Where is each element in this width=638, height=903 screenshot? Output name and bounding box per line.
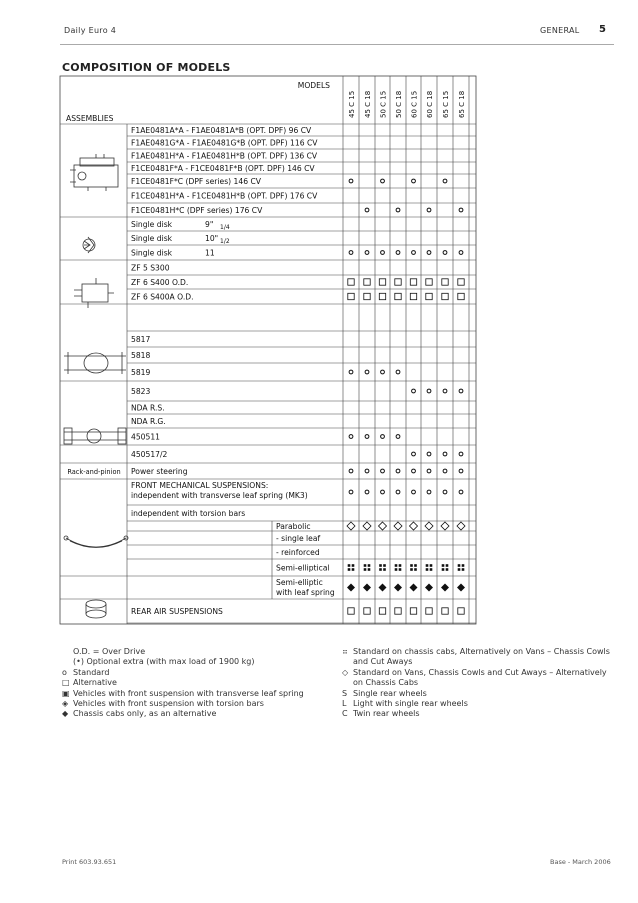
cell-symbol bbox=[412, 251, 416, 255]
cell-symbol bbox=[443, 469, 447, 473]
cell-symbol bbox=[383, 568, 386, 571]
cell-symbol bbox=[459, 251, 463, 255]
row-label: ZF 5 S300 bbox=[131, 263, 170, 273]
cell-symbol bbox=[459, 389, 463, 393]
legend-text: Light with single rear wheels bbox=[353, 699, 468, 709]
cell-symbol bbox=[410, 279, 416, 285]
row-label: Semi-elliptical bbox=[276, 563, 330, 573]
column-header-1: 45 C 18 bbox=[364, 90, 372, 118]
cell-symbol bbox=[347, 584, 355, 592]
cell-symbol bbox=[348, 568, 351, 571]
cell-symbol bbox=[399, 568, 402, 571]
cell-symbol bbox=[412, 452, 416, 456]
legend-symbol bbox=[342, 678, 353, 688]
cell-symbol bbox=[349, 179, 353, 183]
cell-symbol bbox=[442, 608, 448, 614]
legend-symbol: ◈ bbox=[62, 699, 69, 709]
legend-symbol: ◇ bbox=[342, 667, 349, 677]
row-label: F1CE0481F*C (DPF series) 146 CV bbox=[131, 177, 261, 186]
row-label: F1CE0481H*A - F1CE0481H*B (OPT. DPF) 176 CV bbox=[131, 191, 318, 201]
legend-right bbox=[342, 647, 612, 720]
row-label: Single disk bbox=[131, 234, 173, 243]
row-label: F1AE0481H*A - F1AE0481H*B (OPT. DPF) 136 CV bbox=[131, 151, 318, 161]
cell-symbol bbox=[348, 564, 351, 567]
footer-print-number: Print 603.93.651 bbox=[62, 858, 117, 866]
cell-symbol bbox=[459, 452, 463, 456]
legend-symbol: S bbox=[342, 688, 348, 698]
cell-symbol bbox=[443, 389, 447, 393]
legend-text: Standard bbox=[73, 667, 110, 677]
row-label-line2: with leaf spring bbox=[276, 588, 335, 597]
front-axle-icon bbox=[64, 428, 126, 444]
column-header-2: 50 C 15 bbox=[379, 90, 388, 118]
row-label: 5817 bbox=[131, 335, 151, 344]
legend-right-item bbox=[342, 678, 612, 688]
row-label: NDA R.G. bbox=[131, 417, 166, 426]
cell-symbol bbox=[442, 293, 448, 299]
cell-symbol bbox=[427, 251, 431, 255]
cell-symbol bbox=[446, 568, 449, 571]
cell-symbol bbox=[395, 279, 401, 285]
cell-symbol bbox=[352, 564, 355, 567]
cell-symbol bbox=[414, 568, 417, 571]
cell-symbol bbox=[410, 522, 418, 530]
row-label: REAR AIR SUSPENSIONS bbox=[131, 607, 223, 616]
cell-symbol bbox=[379, 293, 385, 299]
cell-symbol bbox=[368, 568, 371, 571]
models-label: MODELS bbox=[297, 81, 330, 90]
cell-symbol bbox=[364, 293, 370, 299]
cell-symbol bbox=[430, 568, 433, 571]
cell-symbol bbox=[457, 584, 465, 592]
cell-symbol bbox=[426, 568, 429, 571]
row-label: F1CE0481F*A - F1CE0481F*B (OPT. DPF) 146 CV bbox=[131, 164, 315, 173]
header-manual-title: Daily Euro 4 bbox=[64, 26, 117, 35]
cell-symbol bbox=[410, 584, 418, 592]
cell-symbol bbox=[379, 568, 382, 571]
row-label: 5818 bbox=[131, 351, 151, 360]
cell-symbol bbox=[348, 279, 354, 285]
cell-symbol bbox=[364, 564, 367, 567]
legend-left-item bbox=[62, 689, 342, 699]
legend-symbol bbox=[342, 657, 353, 667]
assembly-group-label: Rack-and-pinion bbox=[67, 468, 121, 476]
cell-symbol bbox=[458, 564, 461, 567]
disk-size-fraction: 1/2 bbox=[220, 238, 230, 245]
row-label: 450517/2 bbox=[131, 450, 168, 459]
legend-right-item bbox=[342, 657, 612, 667]
leaf-spring-icon bbox=[64, 536, 128, 548]
cell-symbol bbox=[427, 389, 431, 393]
cell-symbol bbox=[381, 370, 385, 374]
cell-symbol bbox=[412, 179, 416, 183]
disk-size-fraction: 1/4 bbox=[220, 224, 230, 231]
cell-symbol bbox=[443, 490, 447, 494]
cell-symbol bbox=[381, 179, 385, 183]
legend-symbol bbox=[62, 657, 73, 667]
cell-symbol bbox=[459, 469, 463, 473]
cell-symbol bbox=[365, 370, 369, 374]
row-label: Power steering bbox=[131, 467, 188, 476]
cell-symbol bbox=[352, 568, 355, 571]
cell-symbol bbox=[395, 293, 401, 299]
cell-symbol bbox=[459, 208, 463, 212]
cell-symbol bbox=[426, 279, 432, 285]
row-label: FRONT MECHANICAL SUSPENSIONS: bbox=[131, 481, 269, 490]
legend-text: Twin rear wheels bbox=[353, 709, 420, 719]
rear-axle-icon bbox=[64, 352, 126, 374]
cell-symbol bbox=[396, 251, 400, 255]
legend-symbol: C bbox=[342, 709, 348, 719]
cell-symbol bbox=[426, 608, 432, 614]
disk-size: 11 bbox=[205, 248, 215, 258]
cell-symbol bbox=[347, 522, 355, 530]
cell-symbol bbox=[458, 279, 464, 285]
cell-symbol bbox=[412, 469, 416, 473]
legend-left-item bbox=[62, 668, 342, 678]
cell-symbol bbox=[379, 608, 385, 614]
legend-right-item bbox=[342, 647, 612, 657]
legend-text: Standard on chassis cabs, Alternatively on Vans – Chassis Cowls bbox=[353, 647, 610, 656]
cell-symbol bbox=[381, 469, 385, 473]
row-label: F1AE0481A*A - F1AE0481A*B (OPT. DPF) 96 CV bbox=[131, 126, 312, 135]
cell-symbol bbox=[458, 608, 464, 614]
cell-symbol bbox=[443, 452, 447, 456]
cell-symbol bbox=[425, 522, 433, 530]
legend-right-item bbox=[342, 709, 612, 719]
cell-symbol bbox=[365, 251, 369, 255]
row-label: ZF 6 S400 O.D. bbox=[131, 278, 189, 287]
column-header-0: 45 C 15 bbox=[348, 90, 356, 118]
legend-text: on Chassis Cabs bbox=[353, 678, 419, 688]
cell-symbol bbox=[442, 279, 448, 285]
row-label: F1AE0481G*A - F1AE0481G*B (OPT. DPF) 116 CV bbox=[131, 138, 318, 148]
cell-symbol bbox=[365, 490, 369, 494]
cell-symbol bbox=[458, 568, 461, 571]
cell-symbol bbox=[426, 293, 432, 299]
cell-symbol bbox=[399, 564, 402, 567]
cell-symbol bbox=[427, 452, 431, 456]
cell-symbol bbox=[412, 389, 416, 393]
cell-symbol bbox=[458, 293, 464, 299]
legend-right-item bbox=[342, 699, 612, 709]
cell-symbol bbox=[383, 564, 386, 567]
legend-text: Alternative bbox=[73, 678, 117, 688]
legend-symbol: □ bbox=[62, 678, 70, 688]
air-spring-icon bbox=[86, 600, 106, 618]
legend-symbol: ⠶ bbox=[342, 647, 348, 656]
legend-left-item bbox=[62, 647, 342, 657]
cell-symbol bbox=[412, 490, 416, 494]
row-label: Single disk bbox=[131, 248, 173, 258]
column-header-6: 65 C 15 bbox=[442, 90, 450, 118]
legend-right-item bbox=[342, 689, 612, 699]
legend-text: Standard on Vans, Chassis Cowls and Cut Aways – Alternatively bbox=[353, 667, 607, 677]
cell-symbol bbox=[443, 251, 447, 255]
cell-symbol bbox=[441, 584, 449, 592]
page-number: 5 bbox=[599, 24, 606, 35]
cell-symbol bbox=[410, 564, 413, 567]
cell-symbol bbox=[381, 435, 385, 439]
legend-right-item bbox=[342, 668, 612, 678]
cell-symbol bbox=[364, 608, 370, 614]
cell-symbol bbox=[379, 584, 387, 592]
legend-text: and Cut Aways bbox=[353, 657, 413, 667]
legend-left bbox=[62, 647, 342, 720]
cell-symbol bbox=[348, 608, 354, 614]
cell-symbol bbox=[396, 469, 400, 473]
cell-symbol bbox=[348, 293, 354, 299]
row-label: 5819 bbox=[131, 368, 151, 377]
cell-symbol bbox=[425, 584, 433, 592]
legend-left-item bbox=[62, 657, 342, 667]
column-header-7: 65 C 18 bbox=[458, 90, 466, 118]
legend-text: O.D. = Over Drive bbox=[73, 647, 146, 656]
cell-symbol bbox=[379, 522, 387, 530]
cell-symbol bbox=[462, 564, 465, 567]
cell-symbol bbox=[365, 208, 369, 212]
cell-symbol bbox=[379, 564, 382, 567]
cell-symbol bbox=[381, 251, 385, 255]
disk-size: 9" bbox=[205, 220, 214, 229]
legend-text: (•) Optional extra (with max load of 1900 kg) bbox=[73, 657, 255, 667]
cell-symbol bbox=[443, 179, 447, 183]
cell-symbol bbox=[381, 490, 385, 494]
cell-symbol bbox=[462, 568, 465, 571]
column-header-4: 60 C 15 bbox=[410, 90, 419, 118]
cell-symbol bbox=[427, 490, 431, 494]
row-label: - single leaf bbox=[276, 534, 321, 543]
row-label: - reinforced bbox=[276, 548, 320, 557]
cell-symbol bbox=[394, 584, 402, 592]
row-label: Parabolic bbox=[276, 522, 311, 531]
legend-symbol: ▣ bbox=[62, 688, 70, 698]
gearbox-icon bbox=[74, 278, 114, 308]
cell-symbol bbox=[410, 293, 416, 299]
cell-symbol bbox=[427, 469, 431, 473]
cell-symbol bbox=[363, 584, 371, 592]
cell-symbol bbox=[349, 490, 353, 494]
row-label: Semi-elliptic bbox=[276, 578, 323, 587]
legend-left-item bbox=[62, 699, 342, 709]
cell-symbol bbox=[349, 469, 353, 473]
engine-icon bbox=[70, 154, 118, 191]
cell-symbol bbox=[394, 522, 402, 530]
cell-symbol bbox=[363, 522, 371, 530]
cell-symbol bbox=[349, 370, 353, 374]
disk-size: 10" bbox=[205, 234, 219, 243]
legend-text: Single rear wheels bbox=[353, 688, 427, 698]
header-section: GENERAL bbox=[540, 26, 580, 35]
cell-symbol bbox=[441, 522, 449, 530]
cell-symbol bbox=[410, 608, 416, 614]
cell-symbol bbox=[396, 208, 400, 212]
cell-symbol bbox=[395, 568, 398, 571]
cell-symbol bbox=[457, 522, 465, 530]
row-label-line2: independent with transverse leaf spring (MK3) bbox=[131, 491, 308, 500]
legend-symbol: L bbox=[342, 699, 347, 709]
cell-symbol bbox=[364, 279, 370, 285]
cell-symbol bbox=[442, 568, 445, 571]
clutch-disk-icon bbox=[83, 237, 95, 253]
legend-left-item bbox=[62, 678, 342, 688]
row-label: NDA R.S. bbox=[131, 403, 165, 413]
row-label: F1CE0481H*C (DPF series) 176 CV bbox=[131, 206, 263, 215]
footer-edition: Base - March 2006 bbox=[550, 858, 611, 866]
cell-symbol bbox=[396, 435, 400, 439]
row-label: 450511 bbox=[131, 432, 160, 442]
cell-symbol bbox=[379, 279, 385, 285]
cell-symbol bbox=[395, 608, 401, 614]
cell-symbol bbox=[459, 490, 463, 494]
legend-text: Chassis cabs only, as an alternative bbox=[73, 709, 217, 719]
cell-symbol bbox=[430, 564, 433, 567]
page-title: COMPOSITION OF MODELS bbox=[62, 61, 231, 74]
cell-symbol bbox=[442, 564, 445, 567]
row-label: independent with torsion bars bbox=[131, 509, 246, 518]
cell-symbol bbox=[426, 564, 429, 567]
legend-left-item bbox=[62, 709, 342, 719]
assemblies-label: ASSEMBLIES bbox=[66, 114, 114, 123]
cell-symbol bbox=[368, 564, 371, 567]
legend-text: Vehicles with front suspension with transverse leaf spring bbox=[73, 688, 304, 698]
cell-symbol bbox=[396, 370, 400, 374]
cell-symbol bbox=[427, 208, 431, 212]
row-label: ZF 6 S400A O.D. bbox=[131, 292, 194, 302]
legend-symbol: ◆ bbox=[62, 709, 69, 719]
cell-symbol bbox=[395, 564, 398, 567]
cell-symbol bbox=[364, 568, 367, 571]
cell-symbol bbox=[446, 564, 449, 567]
legend-symbol bbox=[62, 647, 73, 657]
legend-text: Vehicles with front suspension with torsion bars bbox=[73, 699, 264, 709]
cell-symbol bbox=[349, 435, 353, 439]
cell-symbol bbox=[365, 435, 369, 439]
row-label: 5823 bbox=[131, 387, 151, 396]
column-header-3: 50 C 18 bbox=[395, 90, 403, 118]
cell-symbol bbox=[414, 564, 417, 567]
row-label: Single disk bbox=[131, 220, 173, 229]
cell-symbol bbox=[365, 469, 369, 473]
cell-symbol bbox=[396, 490, 400, 494]
legend-symbol: o bbox=[62, 667, 67, 677]
cell-symbol bbox=[410, 568, 413, 571]
column-header-5: 60 C 18 bbox=[426, 90, 434, 118]
cell-symbol bbox=[349, 251, 353, 255]
